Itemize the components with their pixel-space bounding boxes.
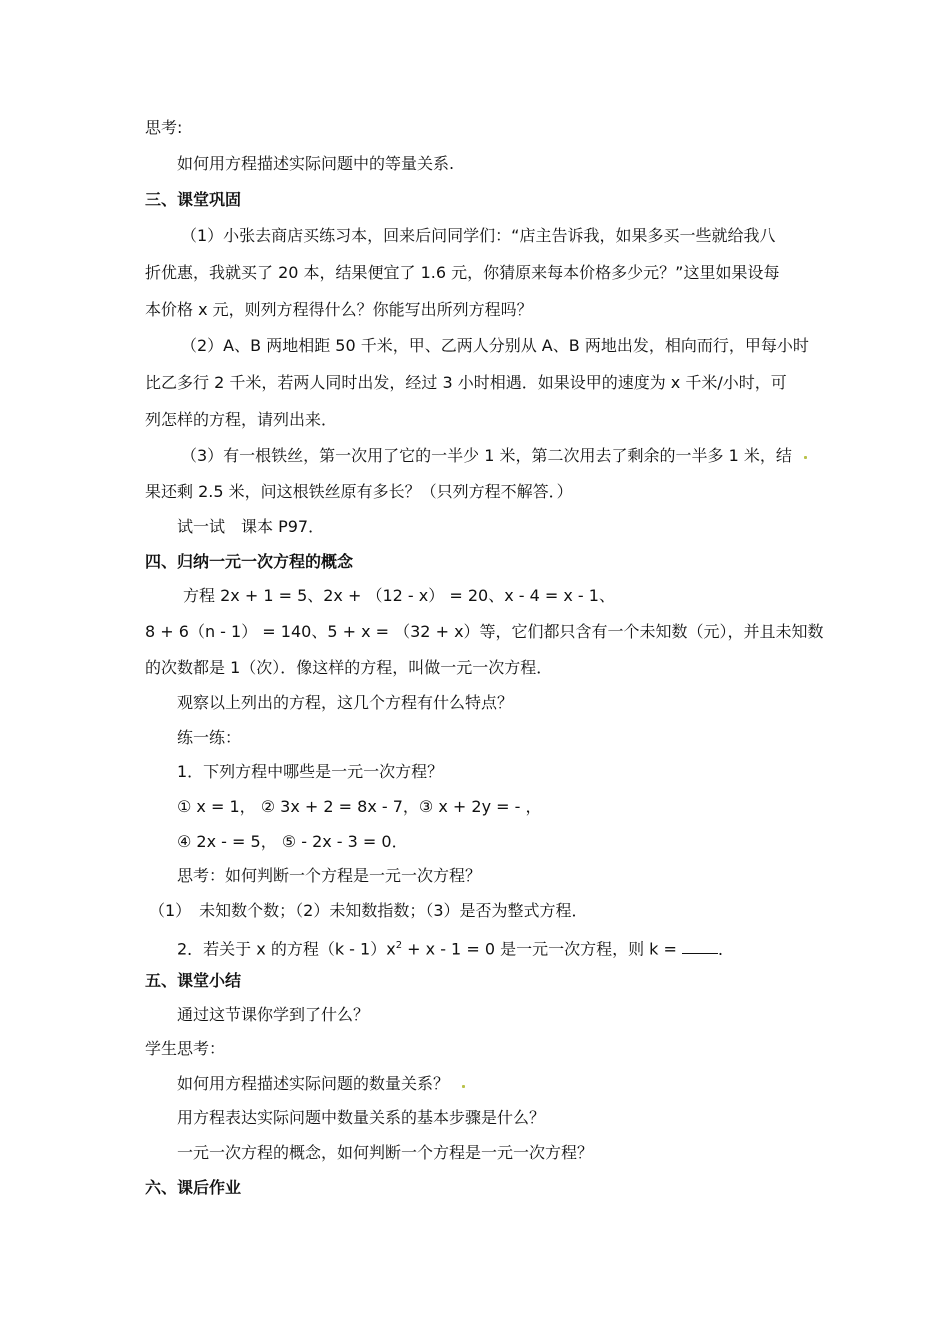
exercise-2-text-a: 2．若关于 x 的方程（k - 1）x [177, 939, 396, 959]
criteria-line: （1） 未知数个数；（2）未知数指数；（3）是否为整式方程． [149, 901, 588, 920]
exercise-2-end: ． [718, 939, 735, 959]
problem-2-line-2: 比乙多行 2 千米，若两人同时出发，经过 3 小时相遇．如果设甲的速度为 x 千米/小时，可 [145, 373, 787, 392]
student-question-3: 一元一次方程的概念，如何判断一个方程是一元一次方程？ [177, 1143, 594, 1162]
observe-question: 观察以上列出的方程，这几个方程有什么特点？ [177, 693, 514, 712]
definition-line-1: 方程 2x + 1 = 5、2x + （12 - x） = 20、x - 4 = x - 1、 [183, 586, 615, 605]
problem-2-line-1: （2）A、B 两地相距 50 千米，甲、乙两人分别从 A、B 两地出发，相向而行，甲每小时 [181, 336, 809, 355]
think-label: 思考: [145, 118, 183, 137]
exercise-2-exponent: 2 [395, 940, 403, 951]
student-think-label: 学生思考： [145, 1039, 226, 1058]
summary-question: 通过这节课你学到了什么？ [177, 1005, 370, 1024]
try-it: 试一试 课本 P97． [177, 517, 325, 536]
think-text: 如何用方程描述实际问题中的等量关系. [177, 154, 455, 173]
think-question-2: 思考：如何判断一个方程是一元一次方程？ [177, 866, 482, 885]
definition-line-2: 8 + 6（n - 1） = 140、5 + x = （32 + x）等，它们都只含有一个未知数（元），并且未知数 [145, 622, 824, 641]
problem-1-line-2: 折优惠，我就买了 20 本，结果便宜了 1.6 元，你猜原来每本价格多少元？”这里如果设每 [145, 263, 780, 282]
section-3-heading: 三、课堂巩固 [145, 190, 242, 209]
answer-blank[interactable] [682, 939, 718, 954]
problem-2-line-3: 列怎样的方程，请列出来． [145, 410, 338, 429]
problem-3-line-1: （3）有一根铁丝，第一次用了它的一半少 1 米，第二次用去了剩余的一半多 1 米，结 [181, 446, 792, 465]
student-question-2: 用方程表达实际问题中数量关系的基本步骤是什么？ [177, 1108, 546, 1127]
exercise-2-text-b: + x - 1 = 0 是一元一次方程，则 k = [402, 939, 683, 959]
section-6-heading: 六、课后作业 [145, 1178, 242, 1197]
speck-mark [804, 456, 807, 459]
section-4-heading: 四、归纳一元一次方程的概念 [145, 552, 354, 571]
speck-mark [462, 1085, 465, 1088]
section-5-heading: 五、课堂小结 [145, 971, 242, 990]
problem-1-line-3: 本价格 x 元，则列方程得什么？你能写出所列方程吗？ [145, 300, 533, 319]
exercise-1-options-b: ④ 2x - = 5， ⑤ - 2x - 3 = 0． [177, 832, 408, 851]
practice-label: 练一练： [177, 728, 242, 747]
exercise-2 [177, 936, 734, 959]
student-question-1: 如何用方程描述实际问题的数量关系？ [177, 1074, 450, 1093]
definition-line-3: 的次数都是 1（次）．像这样的方程，叫做一元一次方程． [145, 658, 553, 677]
problem-1-line-1: （1）小张去商店买练习本，回来后问同学们：“店主告诉我，如果多买一些就给我八 [181, 226, 776, 245]
exercise-1: 1．下列方程中哪些是一元一次方程？ [177, 762, 444, 781]
problem-3-line-2: 果还剩 2.5 米，问这根铁丝原有多长？（只列方程不解答．） [145, 482, 573, 501]
exercise-1-options-a: ① x = 1， ② 3x + 2 = 8x - 7，③ x + 2y = - ， [177, 797, 542, 816]
